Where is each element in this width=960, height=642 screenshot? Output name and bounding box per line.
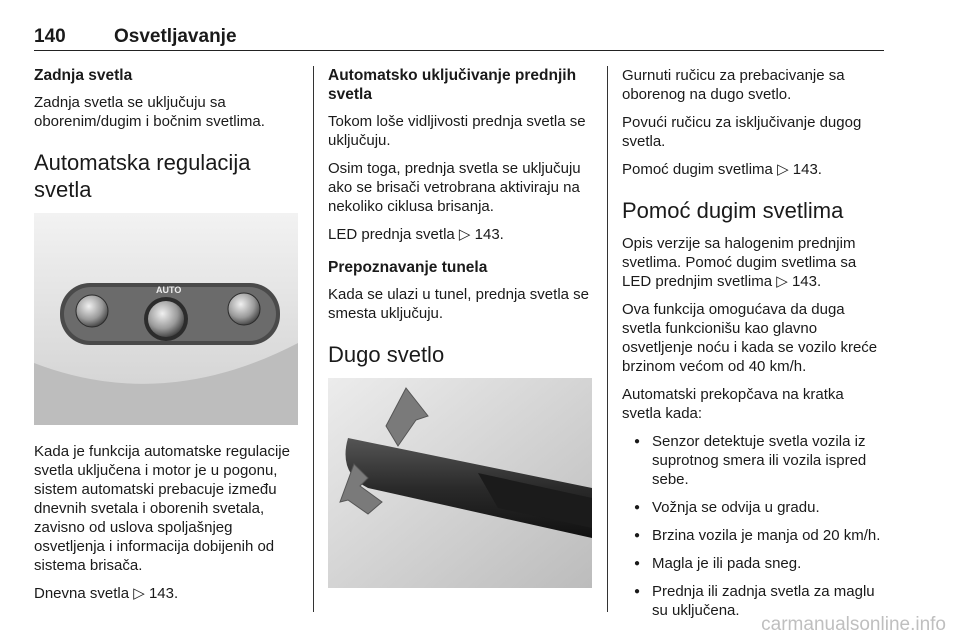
page-ref-icon: ▷ [133,584,145,602]
paragraph-led-headlights: LED prednja svetla ▷ 143. [328,225,504,243]
light-switch-image [34,213,298,430]
paragraph-auto-switch: Automatski prekopčava na kratka svetla kada: [622,386,844,422]
auto-label: AUTO [156,285,182,295]
watermark: carmanualsonline.info [761,614,946,635]
page-ref-icon: ▷ [458,225,471,243]
list-item: ● Magla je ili pada sneg. [622,554,887,573]
paragraph-daytime-lights: Dnevna svetla ▷ 143. [34,584,179,602]
paragraph-bad-visibility: Tokom loše vidljivosti prednja svetla se uključuju. [328,113,586,149]
column-divider [313,66,314,612]
column-middle [328,66,593,605]
stalk-image [328,378,593,593]
page-header [34,26,884,51]
page-ref-icon: ▷ [777,160,789,178]
heading-tunnel: Prepoznavanje tunela [328,259,488,276]
paragraph-pull-stalk: Povući ručicu za isključivanje dugog svetla. [622,114,862,150]
paragraph-auto-light: Kada je funkcija automatske regulacije svetla uključena i motor je u pogonu, sistem automatski prebacuje između dnevnih svetala i oborenih svetala, zavisno od uslova spoljašnjeg osvetljenja i informacija dobijenih od sistema brisača. [34,443,290,574]
page-number: 140 [34,26,66,47]
page-title: Osvetljavanje [114,26,237,47]
list-item: ● Senzor detektuje svetla vozila iz suprotnog smera ili vozila ispred sebe. [622,432,887,489]
column-right [622,66,887,629]
conditions-list [622,432,887,620]
paragraph-rear-lights: Zadnja svetla se uključuju sa oborenim/dugim i bočnim svetlima. [34,94,265,130]
list-item: ● Vožnja se odvija u gradu. [622,498,887,517]
paragraph-push-stalk: Gurnuti ručicu za prebacivanje sa oborenog na dugo svetlo. [622,67,845,103]
paragraph-wipers: Osim toga, prednja svetla se uključuju ako se brisači vetrobrana aktiviraju na nekoliko ciklusa brisanja. [328,160,581,215]
heading-high-beam-assist: Pomoć dugim svetlima [622,198,844,223]
paragraph-tunnel: Kada se ulazi u tunel, prednja svetla se smesta uključuju. [328,286,589,322]
list-item: ● Prednja ili zadnja svetla za maglu su uključena. [622,582,887,620]
page-ref-icon: ▷ [776,272,788,290]
column-divider [607,66,608,612]
paragraph-assist-desc: Opis verzije sa halogenim prednjim svetlima. Pomoć dugim svetlima sa LED prednjim svetlima ▷ 143. [622,235,857,290]
paragraph-assist-ref: Pomoć dugim svetlima ▷ 143. [622,160,822,178]
heading-auto-light-control: Automatska regulacija svetla [34,150,251,202]
heading-auto-headlights: Automatsko uključivanje prednjih svetla [328,67,577,103]
heading-high-beam: Dugo svetlo [328,342,445,367]
column-left [34,66,298,612]
paragraph-assist-function: Ova funkcija omogućava da duga svetla funkcionišu kao glavno osvetljenje noću i kada se vozilo kreće brzinom većom od 40 km/h. [622,301,878,375]
heading-rear-lights: Zadnja svetla [34,67,133,84]
list-item: ● Brzina vozila je manja od 20 km/h. [622,526,887,545]
